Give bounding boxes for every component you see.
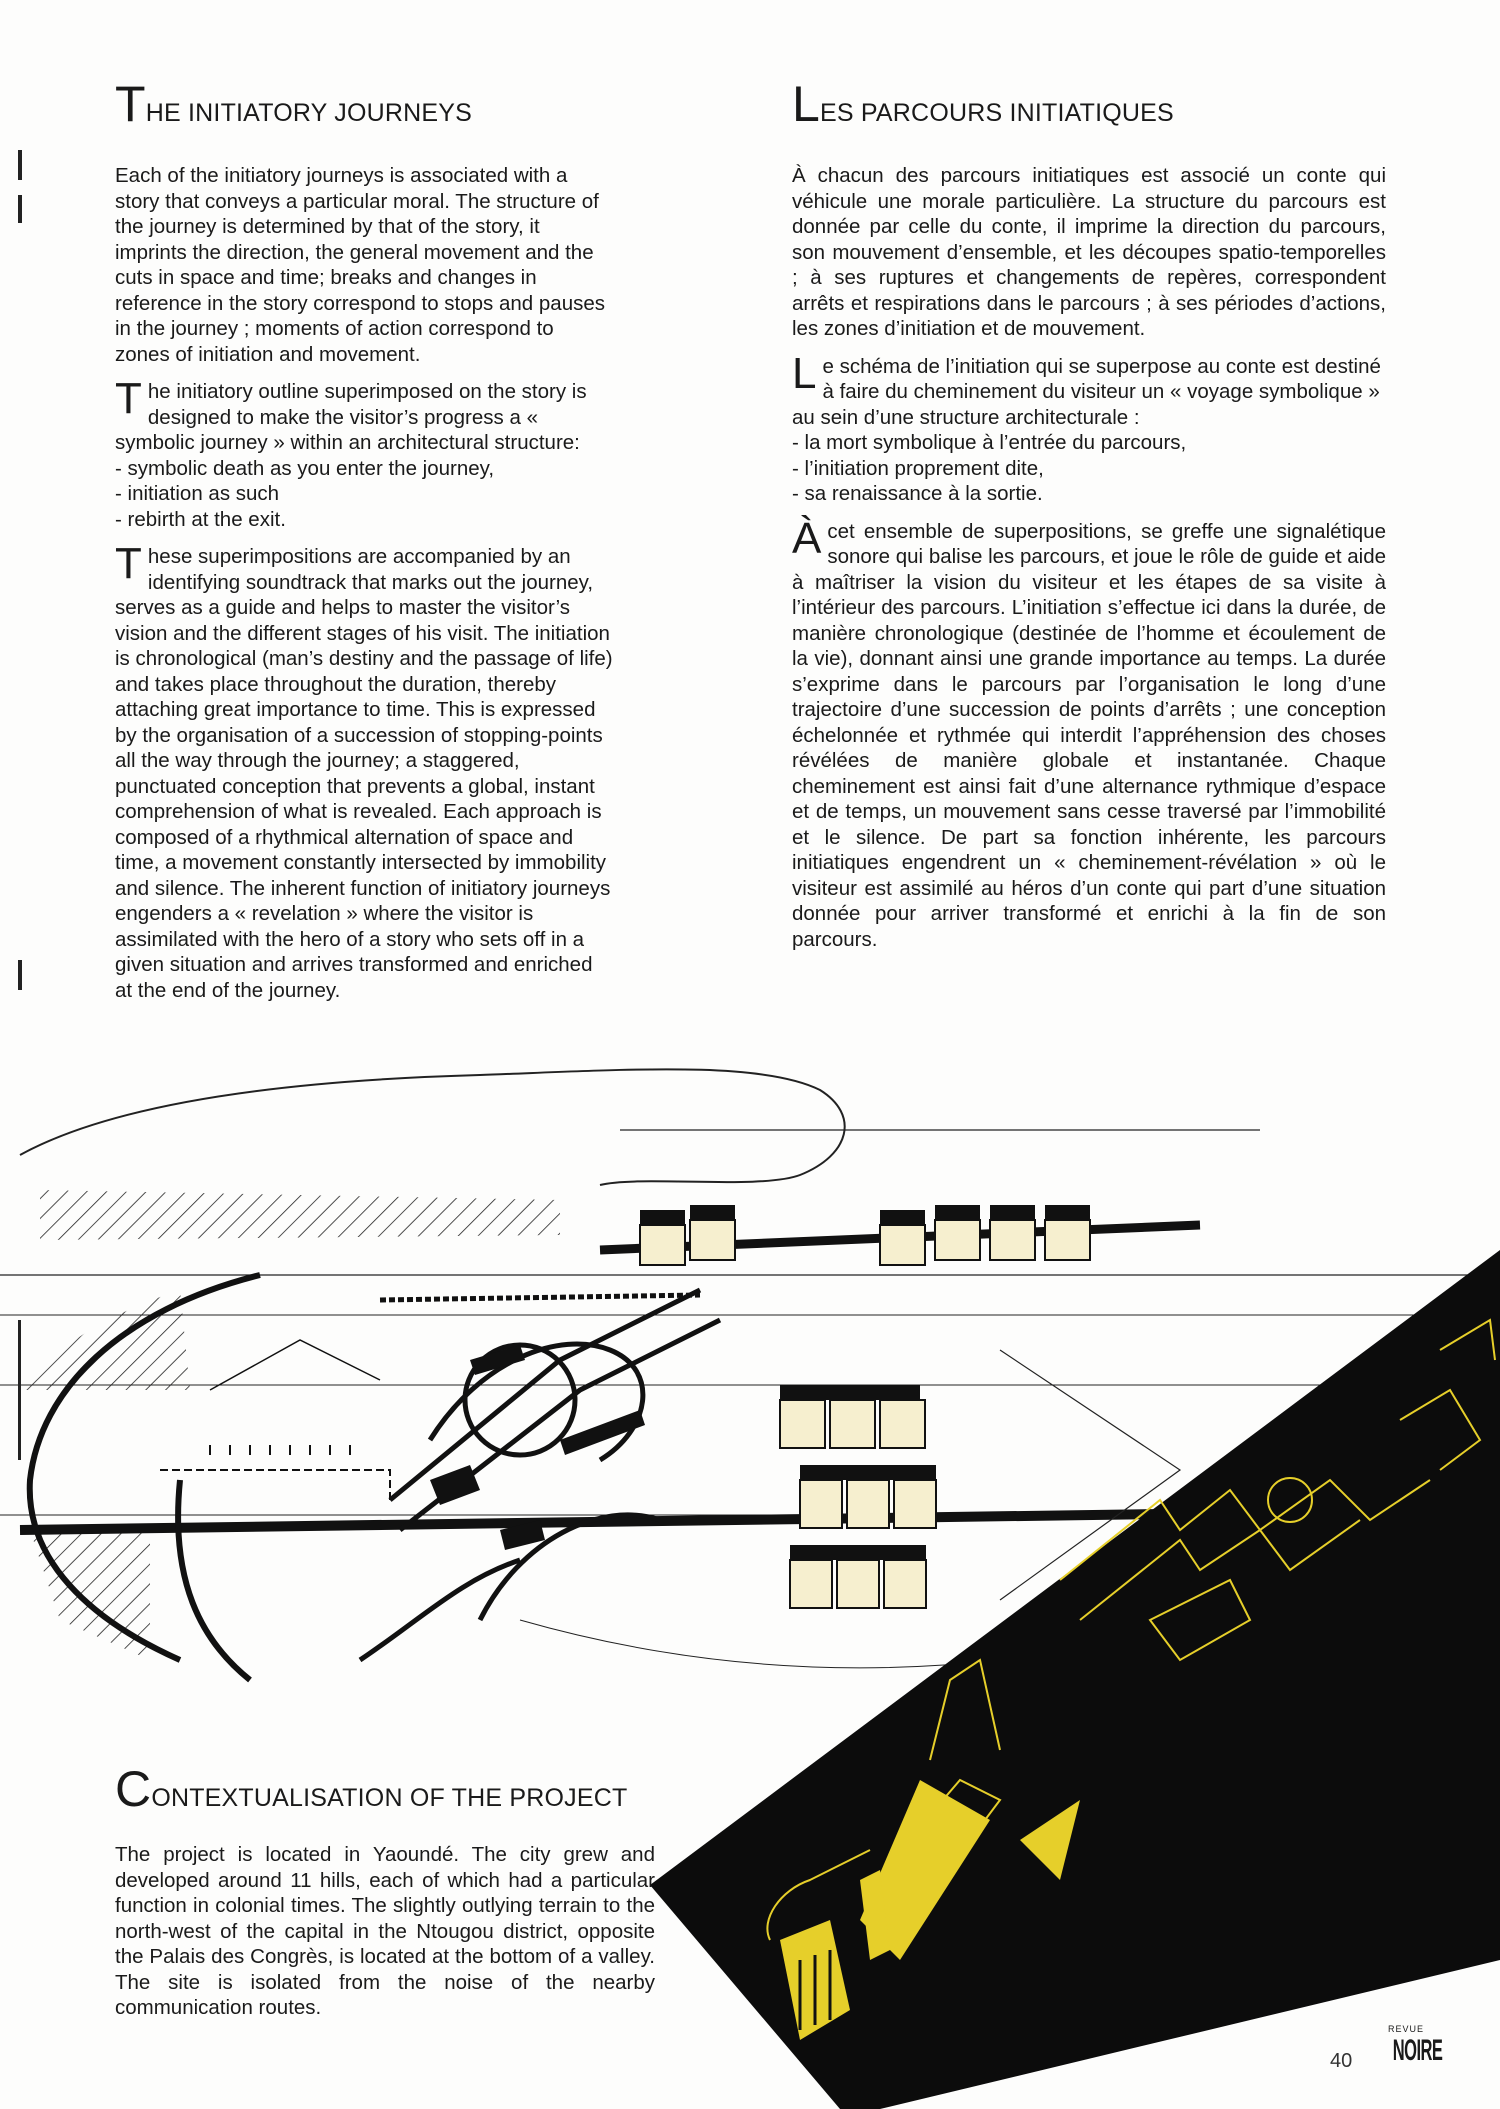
french-column: [792, 76, 1386, 952]
french-paragraph-1: À chacun des parcours initiatiques est associé un conte qui véhicule une morale particulière. La structure du parcours est donnée par celle du conte, il imprime la direction du parcours, son mouvement d’ensemble, et les découpes spatio-temporelles ; à ses ruptures et changements de repères, correspondent arrêts et respirations dans le parcours ; à ses périodes d’actions, les zones d’initiation et de mouvement.: [792, 164, 1386, 340]
context-heading: [115, 1761, 685, 1822]
english-paragraph-3: [115, 539, 613, 1003]
paragraph-text: hese superimpositions are accompanied by an identifying soundtrack that marks out the journey, serves as a guide and helps to master the visitor’s vision and the different stages of his visit. The initiation is chronological (man’s destiny and the passage of life) and takes place throughout the duration, thereby attaching great importance to time. This is expressed by the organisation of a succession of stopping-points all the way through the journey; a staggered, punctuated conception that prevents a global, instant comprehension of what is revealed. Each approach is composed of a rhythmical alternation of space and time, a movement constantly intersected by immobility and silence. The inherent function of initiatory journeys engenders a « revelation » where the visitor is assimilated with the hero of a story who sets off in a given situation and arrives transformed and enriched at the end of the journey.: [115, 545, 613, 1002]
black-perspective-band: [650, 1250, 1500, 2109]
paragraph-text: e schéma de l’initiation qui se superpose au conte est destiné à faire du cheminement du visiteur un « voyage symbolique » au sein d’une structure architecturale :: [792, 354, 1381, 429]
list-item: - symbolic death as you enter the journey,: [115, 456, 495, 480]
list-item: - la mort symbolique à l’entrée du parcours,: [792, 431, 1187, 454]
english-column: [115, 76, 613, 1003]
drop-cap: T: [115, 539, 142, 588]
paragraph-text: he initiatory outline superimposed on the story is designed to make the visitor’s progress a « symbolic journey » within an architectural structure:: [115, 380, 587, 454]
drop-cap: T: [115, 374, 142, 423]
binding-mark: [18, 195, 22, 223]
heading-text: ONTEXTUALISATION OF THE PROJECT: [151, 1784, 628, 1812]
context-paragraph: The project is located in Yaoundé. The city grew and developed around 11 hills, each of which had a particular function in colonial times. The slightly outlying terrain to the north-west of the capital in the Ntougou district, opposite the Palais des Congrès, is located at the bottom of a valley. The site is isolated from the noise of the nearby communication routes.: [115, 1843, 655, 2019]
list-item: - sa renaissance à la sortie.: [792, 482, 1043, 505]
english-paragraph-2: [115, 374, 613, 532]
heading-text: ES PARCOURS INITIATIQUES: [820, 99, 1174, 127]
french-list: [792, 430, 1386, 507]
heading-initial: T: [115, 76, 146, 132]
heading-initial: C: [115, 1761, 152, 1817]
contextualisation-section: [115, 1761, 685, 2021]
english-list: [115, 456, 613, 533]
binding-mark: [18, 150, 22, 180]
drop-cap: L: [792, 348, 817, 398]
logo-top-text: REVUE: [1387, 2024, 1424, 2034]
list-item: - initiation as such: [115, 482, 280, 505]
drop-cap: À: [792, 513, 822, 563]
list-item: - rebirth at the exit.: [115, 507, 286, 531]
french-paragraph-3: [792, 513, 1386, 953]
list-item: - l’initiation proprement dite,: [792, 456, 1044, 480]
french-paragraph-2: [792, 348, 1386, 507]
heading-initial: L: [792, 76, 821, 132]
binding-mark: [18, 960, 22, 990]
french-heading: [792, 76, 1386, 137]
paragraph-text: cet ensemble de superpositions, se greffe une signalétique sonore qui balise les parcours, et joue le rôle de guide et aide à maîtriser la vision du visiteur et les étapes de sa visite à l’intérieur des parcours. L’initiation s’effectue ici dans la durée, de manière chronologique (destinée de l’homme et écoulement de la vie), donnant ainsi une grande importance au temps. La durée s’exprime dans le parcours par l’organisation le long d’une trajectoire d’une succession de points d’arrêts ; une conception échelonnée et rythmée qui interdit l’appréhension des choses révélées de manière globale et instantanée. Chaque cheminement est ainsi fait d’une alternance rythmique d’espace et de temps, un mouvement sans cesse traversé par l’immobilité et le silence. De part sa fonction inhérente, les parcours initiatiques engendrent un « cheminement-révélation » où le visiteur est assimilé au héros d’un conte qui part d’une situation donnée pour arriver transformé et enrichi à la fin de son parcours.: [792, 519, 1386, 951]
english-paragraph-1: Each of the initiatory journeys is associated with a story that conveys a particular moral. The structure of the journey is determined by that of the story, it imprints the direction, the general movement and the cuts in space and time; breaks and changes in reference in the story correspond to stops and pauses in the journey ; moments of action correspond to zones of initiation and movement.: [115, 164, 606, 366]
revue-noire-logo: [1382, 2024, 1443, 2068]
page-number: 40: [1330, 2050, 1353, 2072]
logo-main-text: NOIRE: [1392, 2034, 1443, 2067]
heading-text: HE INITIATORY JOURNEYS: [145, 99, 472, 127]
english-heading: [115, 76, 613, 137]
